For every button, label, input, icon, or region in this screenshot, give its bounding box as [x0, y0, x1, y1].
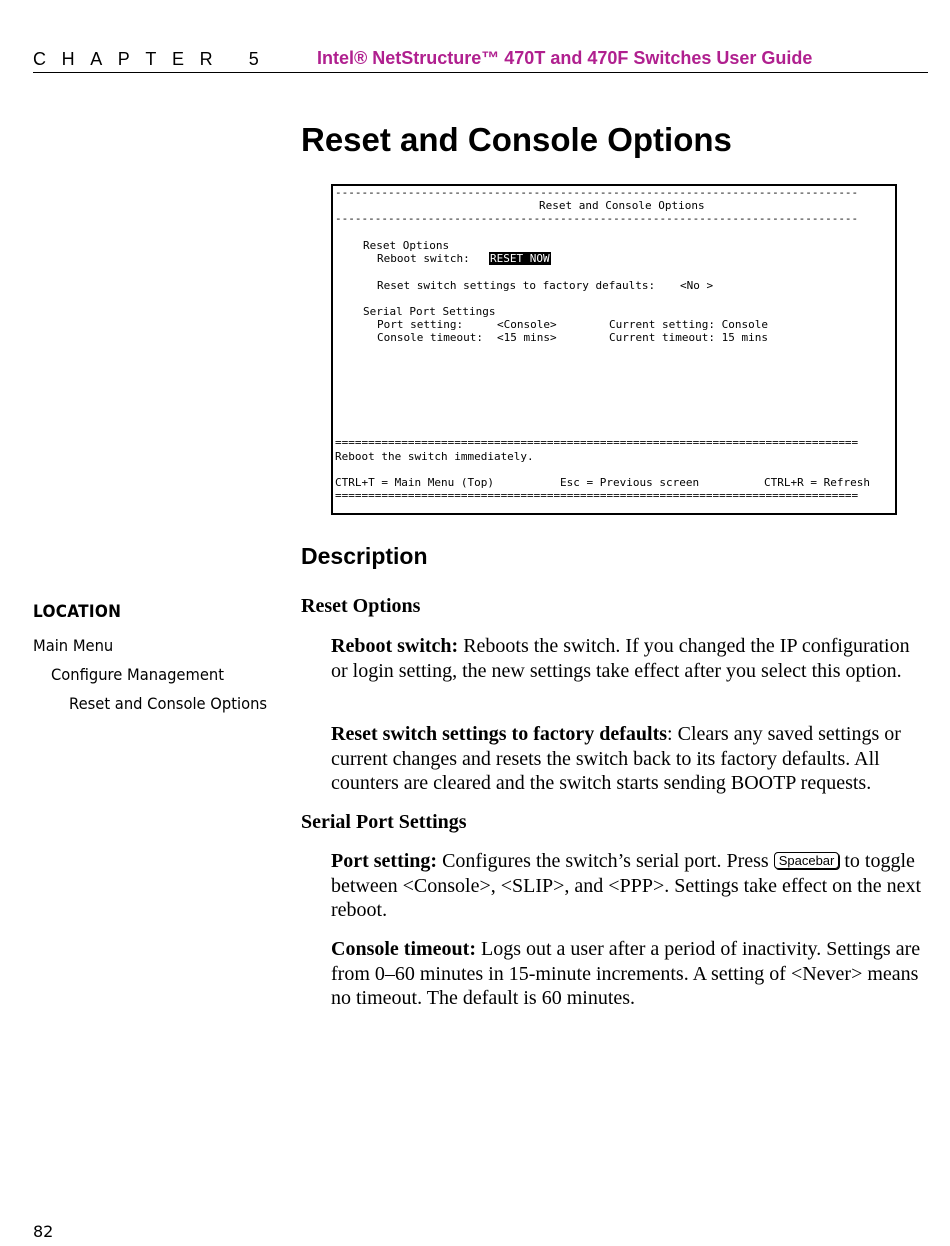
- reset-options-heading: Reset Options: [301, 595, 421, 617]
- console-current-timeout: Current timeout: 15 mins: [609, 331, 768, 344]
- console-timeout-value: <15 mins>: [497, 331, 557, 344]
- console-bottom-rule: ===============================================================================: [335, 489, 859, 502]
- chapter-label: CHAPTER 5: [33, 49, 275, 69]
- port-setting-term: Port setting:: [331, 850, 438, 872]
- location-path-level-1: Main Menu: [33, 636, 114, 655]
- console-screen-title: Reset and Console Options: [539, 199, 705, 212]
- console-reboot-label: Reboot switch:: [377, 252, 470, 265]
- console-serial-label: Serial Port Settings: [363, 305, 496, 318]
- console-timeout-term: Console timeout:: [331, 938, 476, 960]
- running-header: [33, 48, 928, 73]
- console-timeout-text: Logs out a user after a period of inactivity. Settings are from 0–60 minutes in 15-minute increments. A setting of <Never> means no timeout. The default is 60 minutes.: [331, 938, 921, 1009]
- console-top-rule: -------------------------------------------------------------------------------: [335, 186, 859, 199]
- console-factory-label: Reset switch settings to factory defaults:: [377, 279, 656, 292]
- reboot-switch-term: Reboot switch:: [331, 635, 459, 657]
- spacebar-keycap: Spacebar: [774, 852, 840, 869]
- console-factory-value: <No >: [680, 279, 714, 292]
- factory-defaults-text: : Clears any saved settings or current changes and resets the switch back to its factory defaults. All counters are cleared and the switch starts sending BOOTP requests.: [331, 723, 901, 794]
- reboot-switch-text: Reboots the switch. If you changed the IP configuration or login setting, the new settings take effect after you select this option.: [331, 635, 910, 682]
- console-hint-previous: Esc = Previous screen: [560, 476, 700, 489]
- description-heading: Description: [301, 543, 428, 569]
- console-port-setting-label: Port setting:: [377, 318, 464, 331]
- console-hint-refresh: CTRL+R = Refresh: [764, 476, 870, 489]
- console-reset-now-field: RESET NOW: [490, 252, 550, 265]
- console-current-setting: Current setting: Console: [609, 318, 768, 331]
- location-path-level-2: Configure Management: [51, 665, 224, 684]
- location-path-level-3: Reset and Console Options: [69, 694, 268, 713]
- reboot-switch-paragraph: [331, 634, 931, 683]
- serial-port-settings-heading: Serial Port Settings: [301, 811, 467, 833]
- port-setting-text: Configures the switch’s serial port. Press: [437, 850, 774, 872]
- guide-title: Intel® NetStructure™ 470T and 470F Switches User Guide: [317, 48, 813, 68]
- console-hint-main-menu: CTRL+T = Main Menu (Top): [335, 476, 494, 489]
- console-timeout-label: Console timeout:: [377, 331, 483, 344]
- page-title: Reset and Console Options: [301, 121, 732, 158]
- port-setting-paragraph: [331, 849, 931, 923]
- console-port-setting-value: <Console>: [497, 318, 557, 331]
- console-status-rule: ===============================================================================: [335, 436, 859, 449]
- location-label: LOCATION: [33, 602, 122, 622]
- console-reset-options-label: Reset Options: [363, 239, 450, 252]
- console-screenshot: [331, 184, 897, 515]
- factory-defaults-paragraph: [331, 722, 931, 796]
- page-number: 82: [33, 1222, 54, 1241]
- console-status-message: Reboot the switch immediately.: [335, 450, 534, 463]
- console-title-rule: -------------------------------------------------------------------------------: [335, 212, 859, 225]
- factory-defaults-term: Reset switch settings to factory defaults: [331, 723, 668, 745]
- console-timeout-paragraph: [331, 937, 931, 1011]
- port-setting-text-after: to toggle between <Console>, <SLIP>, and <PPP>. Settings take effect on the next reboot.: [331, 850, 922, 921]
